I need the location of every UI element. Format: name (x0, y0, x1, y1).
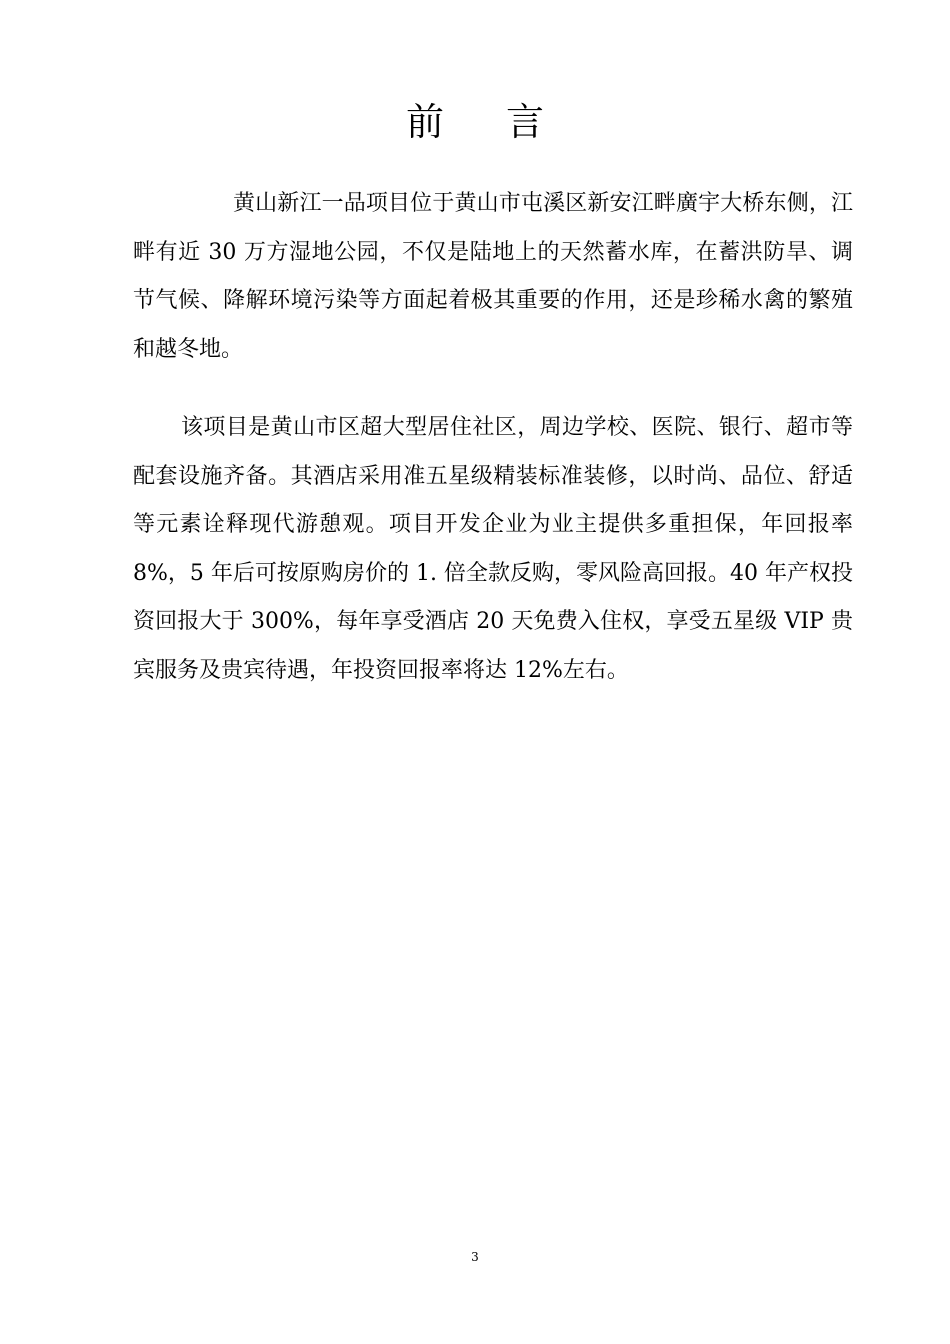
page-number: 3 (471, 1250, 479, 1264)
paragraph-project-investment: 该项目是黄山市区超大型居住社区，周边学校、医院、银行、超市等配套设施齐备。其酒店采用准五星级精装标准装修，以时尚、品位、舒适等元素诠释现代游憩观。项目开发企业为业主提供多重担保，年回报率 8%，5 年后可按原购房价的 1. 倍全款反购，零风险高回报。40 年产权投资回报大于 300%，每年享受酒店 20 天免费入住权，享受五星级 VIP 贵宾服务及贵宾待遇，年投资回报率将达 12%左右。 (133, 415, 853, 683)
paragraph-project-location: 黄山新江一品项目位于黄山市屯溪区新安江畔廣宇大桥东侧，江畔有近 30 万方湿地公园，不仅是陆地上的天然蓄水库，在蓄洪防旱、调节气候、降解环境污染等方面起着极其重要的作用，还是珍稀水禽的繁殖和越冬地。 (133, 191, 853, 362)
page-title: 前言 (405, 100, 606, 144)
